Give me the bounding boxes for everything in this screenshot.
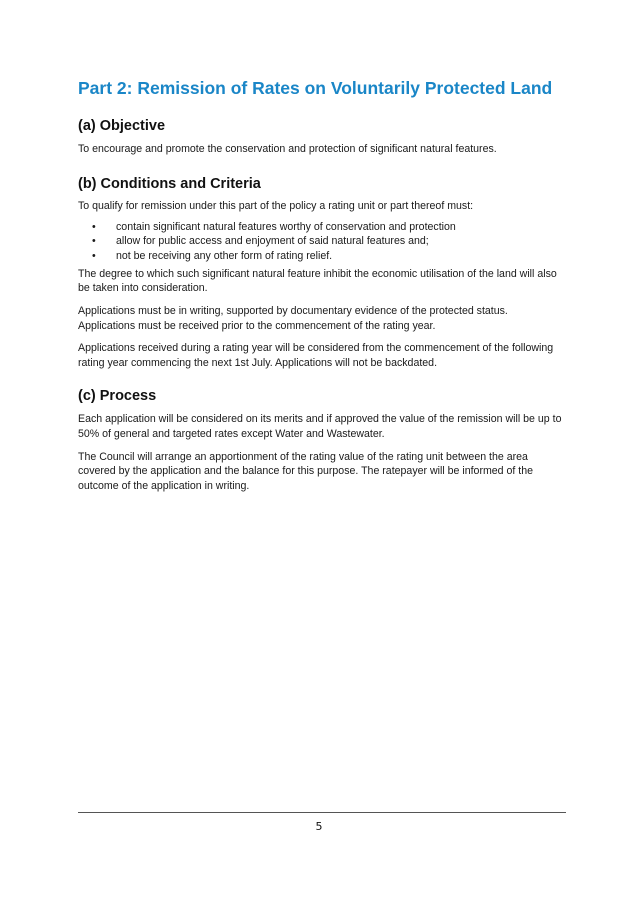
applications-paragraph	[78, 304, 566, 333]
document-page	[78, 76, 566, 493]
criteria-list	[78, 220, 566, 263]
list-item-text: allow for public access and enjoyment of said natural features and;	[116, 235, 429, 248]
received-paragraph: Applications received during a rating year will be considered from the commencement of the following rating year commencing the next 1st July. Applications will not be backdated.	[78, 342, 554, 369]
objective-text: To encourage and promote the conservation and protection of significant natural features.	[78, 143, 497, 155]
list-item	[78, 249, 566, 263]
bullet-icon: •	[92, 249, 96, 262]
part-title: Part 2: Remission of Rates on Voluntarily Protected Land	[78, 78, 553, 98]
conditions-intro: To qualify for remission under this part of the policy a rating unit or part thereof must:	[78, 199, 474, 212]
bullet-icon: •	[92, 221, 96, 234]
applications-line-1: Applications must be in writing, supported by documentary evidence of the protected status.	[78, 304, 508, 317]
process-paragraph-2: The Council will arrange an apportionment of the rating value of the rating unit between the area covered by the application and the balance for this purpose. The ratepayer will be informed of the outcome of the application in writing.	[78, 450, 534, 492]
applications-line-2: Applications must be received prior to the commencement of the rating year.	[78, 319, 436, 332]
footer-divider	[78, 812, 566, 813]
list-item	[78, 234, 566, 248]
page-number: 5	[315, 820, 323, 833]
degree-paragraph: The degree to which such significant natural feature inhibit the economic utilisation of the land will also be taken into consideration.	[78, 267, 557, 295]
list-item-text: contain significant natural features worthy of conservation and protection	[116, 221, 456, 234]
process-heading: (c) Process	[78, 388, 157, 405]
conditions-heading: (b) Conditions and Criteria	[78, 175, 261, 192]
list-item	[78, 220, 566, 234]
process-paragraph-1: Each application will be considered on its merits and if approved the value of the remission will be up to 50% of general and targeted rates except Water and Wastewater.	[78, 413, 562, 440]
bullet-icon: •	[92, 235, 96, 248]
list-item-text: not be receiving any other form of rating relief.	[116, 249, 333, 262]
objective-heading: (a) Objective	[78, 118, 166, 134]
